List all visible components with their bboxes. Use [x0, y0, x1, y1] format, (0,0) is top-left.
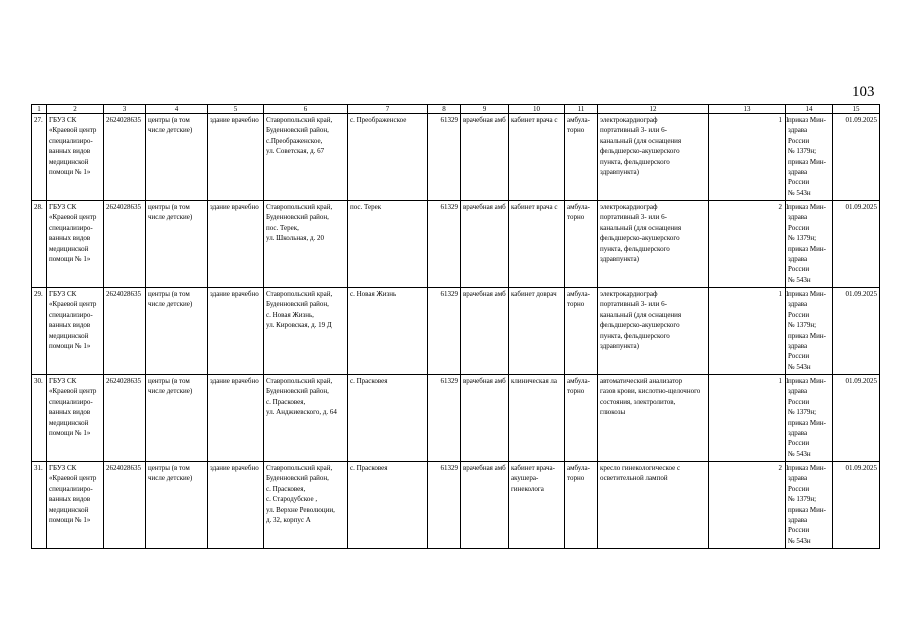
- care-condition: амбула- торно: [565, 462, 598, 549]
- oktmo-code: 61329: [428, 375, 461, 462]
- legal-basis: приказ Мин- здрава России № 1379н; приказ Мин- здрава России № 543н: [786, 114, 833, 201]
- row-number: 27.: [32, 114, 47, 201]
- unit-type-text: врачебная амб: [463, 116, 506, 124]
- row-number: 31.: [32, 462, 47, 549]
- inn-value: 2624028635: [104, 201, 146, 288]
- settlement: с. Прасковея: [348, 462, 428, 549]
- building-type: [208, 201, 264, 288]
- org-type: центры (в том числе детские): [146, 375, 208, 462]
- org-type: центры (в том числе детские): [146, 288, 208, 375]
- inn-value: 2624028635: [104, 462, 146, 549]
- quantity-col14: 1: [785, 290, 789, 298]
- quantity-cell: [709, 114, 789, 201]
- quantity-col13: 2: [778, 464, 782, 472]
- legal-basis: приказ Мин- здрава России № 1379н; приказ Мин- здрава России № 543н: [786, 462, 833, 549]
- settlement: с. Новая Жизнь: [348, 288, 428, 375]
- care-condition: амбула- торно: [565, 114, 598, 201]
- row-number: 28.: [32, 201, 47, 288]
- building-type: [208, 375, 264, 462]
- address: Ставропольский край, Буденновский район, с. Прасковея, с. Стародубское , ул. Верхне Революции, д. 32, корпус А: [264, 462, 348, 549]
- building-type-text: здание врачебно: [210, 203, 259, 211]
- date: 01.09.2025: [833, 462, 880, 549]
- column-number: 15: [833, 105, 880, 114]
- column-number: 12: [598, 105, 709, 114]
- unit-type-text: врачебная амб: [463, 203, 506, 211]
- address: Ставропольский край, Буденновский район, с. Прасковея, ул. Анджиевского, д. 64: [264, 375, 348, 462]
- column-number-row: [32, 105, 880, 114]
- room-name: кабинет врача с: [509, 201, 565, 288]
- quantity-cell: [709, 288, 789, 375]
- column-number: 4: [146, 105, 208, 114]
- address: Ставропольский край, Буденновский район, с.Преображенское, ул. Советская, д. 67: [264, 114, 348, 201]
- unit-type-text: врачебная амб: [463, 377, 506, 385]
- legal-basis: приказ Мин- здрава России № 1379н; приказ Мин- здрава России № 543н: [786, 288, 833, 375]
- date: 01.09.2025: [833, 375, 880, 462]
- column-number: 2: [47, 105, 104, 114]
- quantity-cell: [709, 201, 789, 288]
- oktmo-code: 61329: [428, 462, 461, 549]
- column-number: 8: [428, 105, 461, 114]
- date: 01.09.2025: [833, 201, 880, 288]
- building-type: [208, 114, 264, 201]
- equipment-name: электрокардиограф портативный 3- или 6- канальный (для оснащения фельдшерско-акушерского пункта, фельдшерского здравпункта): [598, 288, 709, 375]
- building-type-text: здание врачебно: [210, 464, 259, 472]
- quantity-cell: [709, 375, 789, 462]
- organization-name: ГБУЗ СК «Краевой центр специализиро- ванных видов медицинской помощи № 1»: [47, 201, 104, 288]
- equipment-name: автоматический анализатор газов крови, кислотно-щелочного состояния, электролитов, глюкозы: [598, 375, 709, 462]
- settlement: пос. Терек: [348, 201, 428, 288]
- care-condition: амбула- торно: [565, 288, 598, 375]
- column-number: 13: [709, 105, 786, 114]
- care-condition: амбула- торно: [565, 375, 598, 462]
- table-row: [32, 201, 880, 288]
- unit-type-text: врачебная амб: [463, 464, 506, 472]
- row-number: 30.: [32, 375, 47, 462]
- org-type: центры (в том числе детские): [146, 462, 208, 549]
- room-name: кабинет врача с: [509, 114, 565, 201]
- quantity-col14: 1: [785, 377, 789, 385]
- legal-basis: приказ Мин- здрава России № 1379н; приказ Мин- здрава России № 543н: [786, 375, 833, 462]
- table-row: [32, 288, 880, 375]
- oktmo-code: 61329: [428, 288, 461, 375]
- table-row: [32, 375, 880, 462]
- column-number: 14: [786, 105, 833, 114]
- unit-type: [461, 462, 509, 549]
- quantity-col13: 1: [778, 116, 782, 124]
- care-condition: амбула- торно: [565, 201, 598, 288]
- org-type: центры (в том числе детские): [146, 201, 208, 288]
- building-type: [208, 462, 264, 549]
- page-number: 103: [852, 84, 875, 100]
- building-type-text: здание врачебно: [210, 116, 259, 124]
- column-number: 5: [208, 105, 264, 114]
- settlement: с. Прасковея: [348, 375, 428, 462]
- column-number: 6: [264, 105, 348, 114]
- inn-value: 2624028635: [104, 114, 146, 201]
- table-row: [32, 114, 880, 201]
- unit-type: [461, 114, 509, 201]
- quantity-col13: 1: [778, 290, 782, 298]
- quantity-col14: 1: [785, 203, 789, 211]
- equipment-name: электрокардиограф портативный 3- или 6- канальный (для оснащения фельдшерско-акушерского пункта, фельдшерского здравпункта): [598, 201, 709, 288]
- inn-value: 2624028635: [104, 288, 146, 375]
- quantity-col14: 1: [785, 116, 789, 124]
- column-number: 1: [32, 105, 47, 114]
- room-name: кабинет доврач: [509, 288, 565, 375]
- building-type-text: здание врачебно: [210, 290, 259, 298]
- quantity-col13: 1: [778, 377, 782, 385]
- organization-name: ГБУЗ СК «Краевой центр специализиро- ванных видов медицинской помощи № 1»: [47, 288, 104, 375]
- unit-type: [461, 375, 509, 462]
- column-number: 7: [348, 105, 428, 114]
- date: 01.09.2025: [833, 288, 880, 375]
- quantity-col13: 2: [778, 203, 782, 211]
- organization-name: ГБУЗ СК «Краевой центр специализиро- ванных видов медицинской помощи № 1»: [47, 375, 104, 462]
- settlement: с. Преображенское: [348, 114, 428, 201]
- equipment-name: кресло гинекологическое с осветительной лампой: [598, 462, 709, 549]
- row-number: 29.: [32, 288, 47, 375]
- equipment-table: [31, 104, 880, 549]
- table-row: [32, 462, 880, 549]
- quantity-col14: 1: [785, 464, 789, 472]
- column-number: 11: [565, 105, 598, 114]
- column-number: 3: [104, 105, 146, 114]
- room-name: кабинет врача- акушера- гинеколога: [509, 462, 565, 549]
- organization-name: ГБУЗ СК «Краевой центр специализиро- ванных видов медицинской помощи № 1»: [47, 462, 104, 549]
- column-number: 9: [461, 105, 509, 114]
- building-type-text: здание врачебно: [210, 377, 259, 385]
- column-number: 10: [509, 105, 565, 114]
- organization-name: ГБУЗ СК «Краевой центр специализиро- ванных видов медицинской помощи № 1»: [47, 114, 104, 201]
- unit-type: [461, 288, 509, 375]
- address: Ставропольский край, Буденновский район, пос. Терек, ул. Школьная, д. 20: [264, 201, 348, 288]
- unit-type-text: врачебная амб: [463, 290, 506, 298]
- unit-type: [461, 201, 509, 288]
- equipment-name: электрокардиограф портативный 3- или 6- канальный (для оснащения фельдшерско-акушерского пункта, фельдшерского здравпункта): [598, 114, 709, 201]
- legal-basis: приказ Мин- здрава России № 1379н; приказ Мин- здрава России № 543н: [786, 201, 833, 288]
- inn-value: 2624028635: [104, 375, 146, 462]
- quantity-cell: [709, 462, 789, 549]
- room-name: клиническая ла: [509, 375, 565, 462]
- oktmo-code: 61329: [428, 201, 461, 288]
- org-type: центры (в том числе детские): [146, 114, 208, 201]
- oktmo-code: 61329: [428, 114, 461, 201]
- address: Ставропольский край, Буденновский район, с. Новая Жизнь, ул. Кировская, д. 19 Д: [264, 288, 348, 375]
- building-type: [208, 288, 264, 375]
- date: 01.09.2025: [833, 114, 880, 201]
